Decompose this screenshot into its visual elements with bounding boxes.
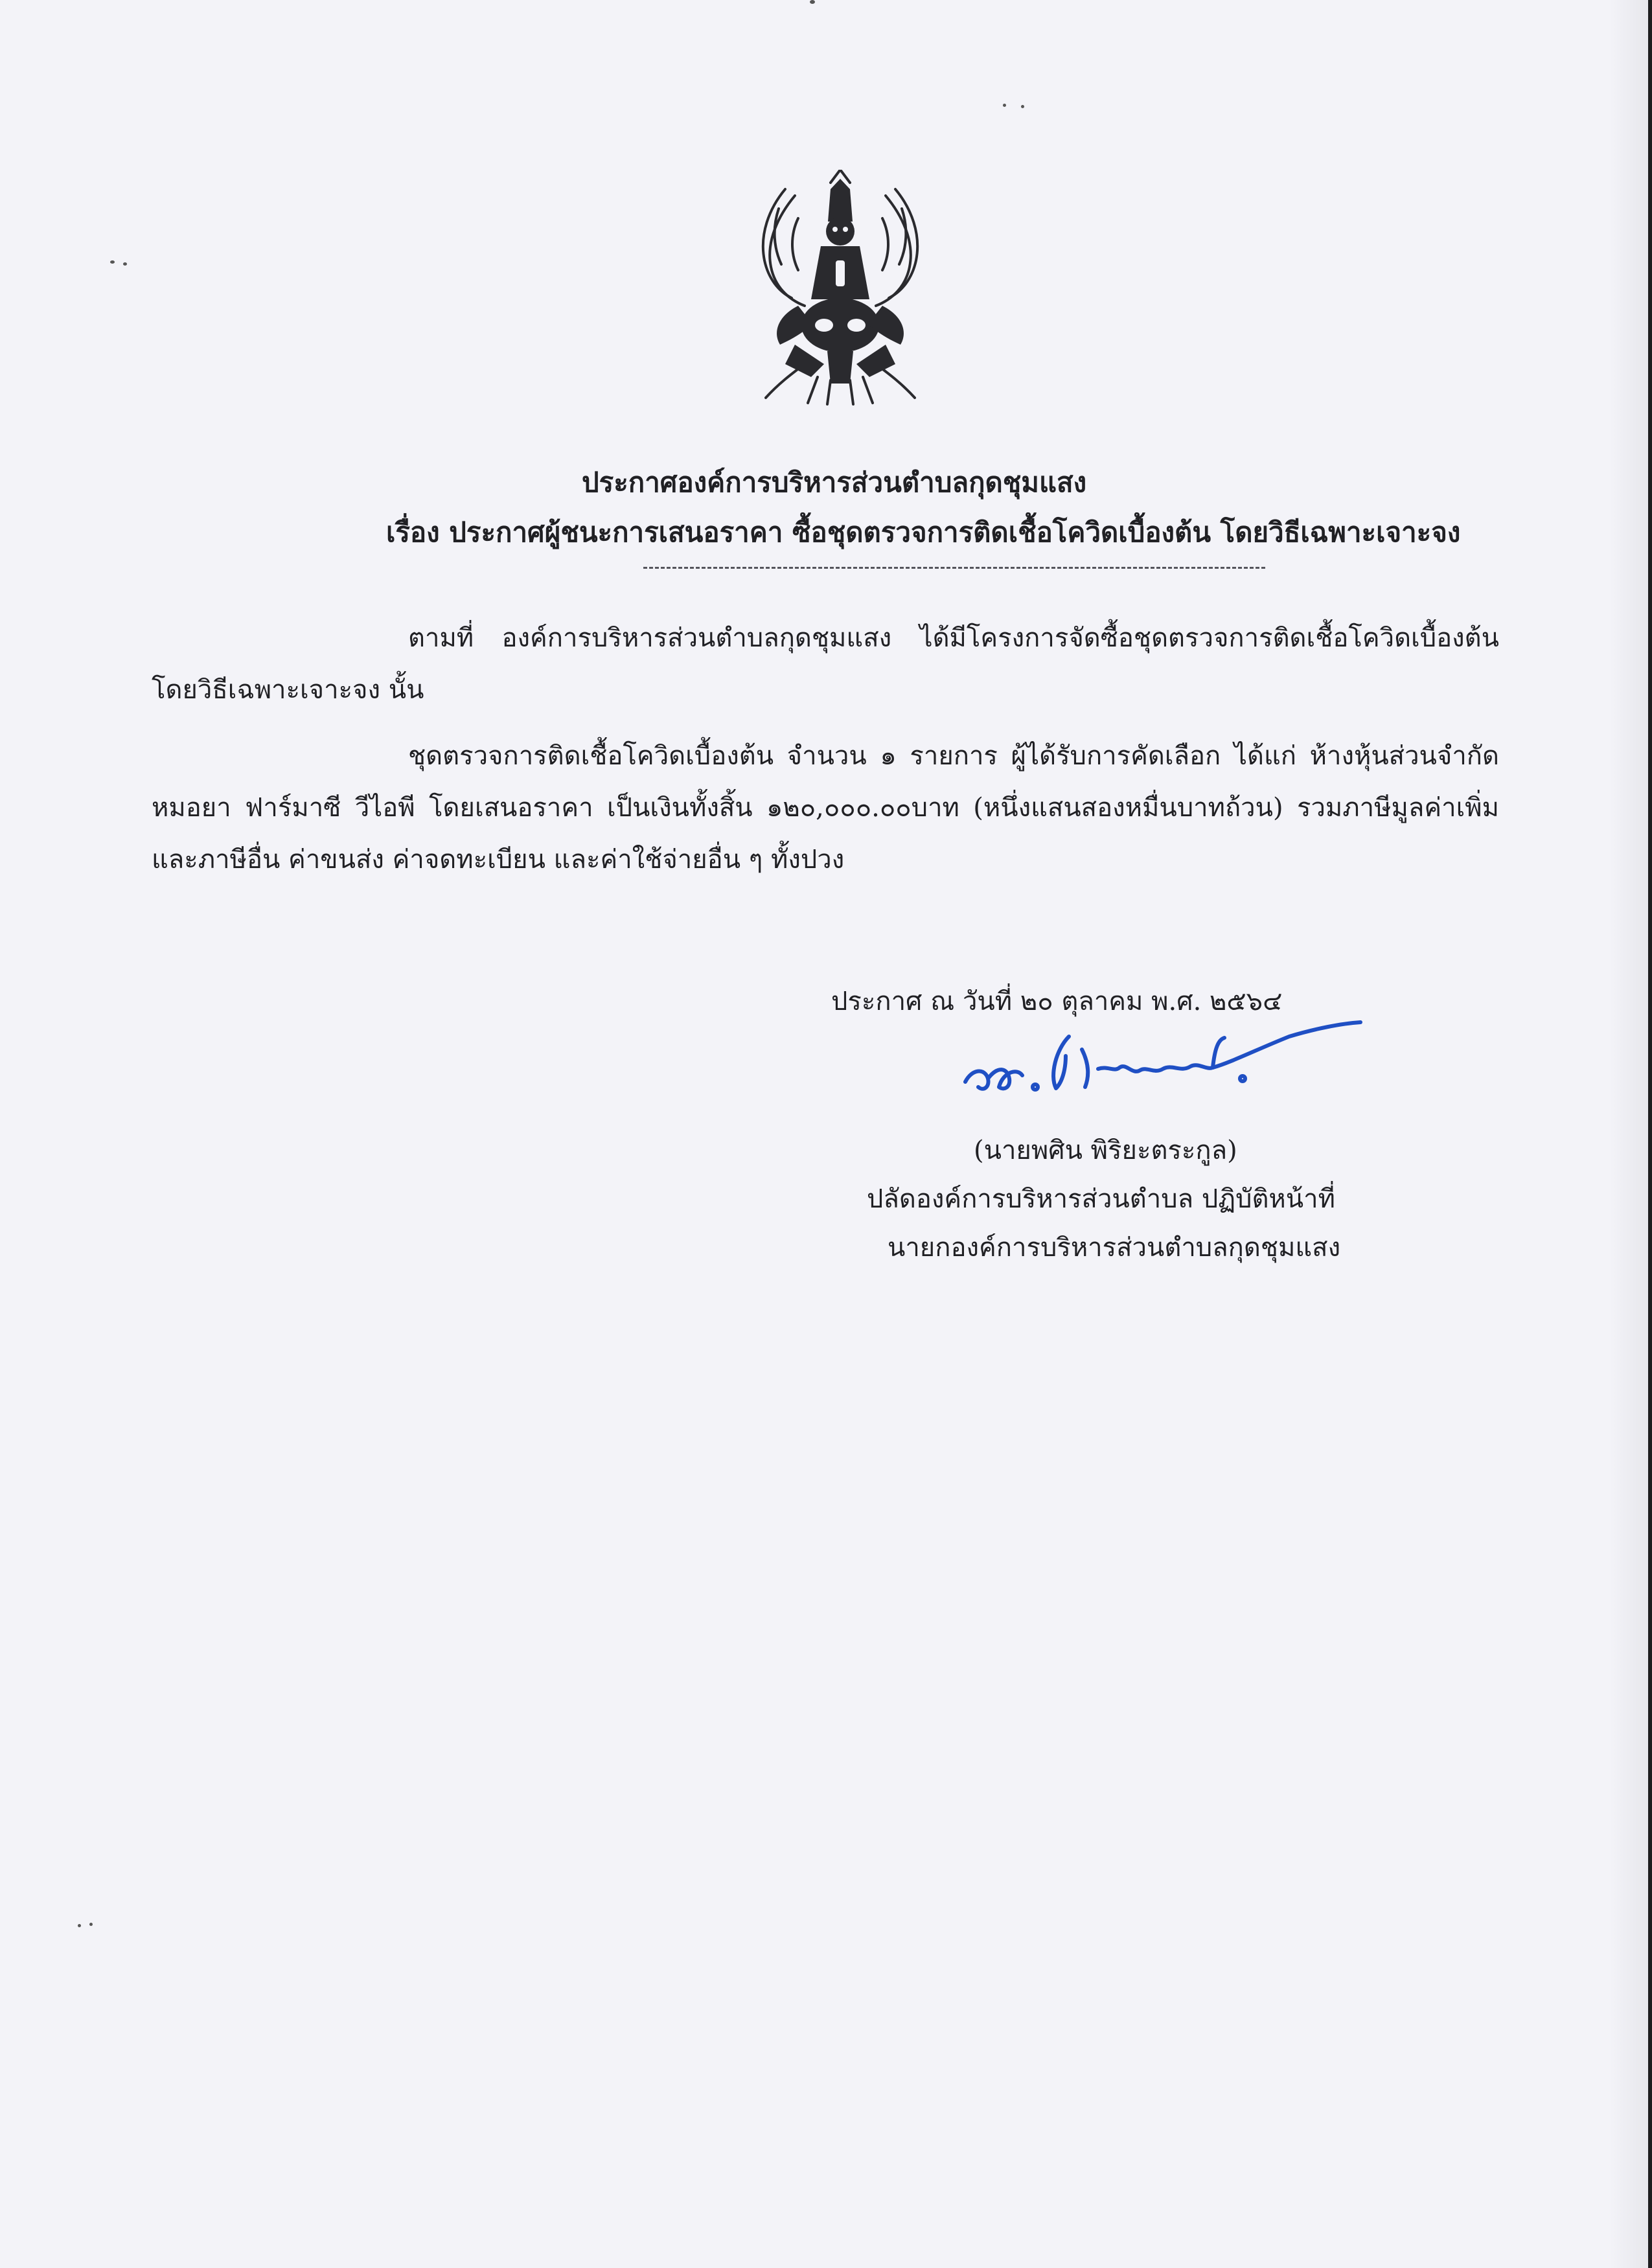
page-edge [1648, 0, 1652, 2268]
page-edge-shadow [1609, 0, 1648, 2268]
handwritten-signature [952, 1011, 1367, 1121]
announcement-subject: เรื่อง ประกาศผู้ชนะการเสนอราคา ซื้อชุดตรวจการติดเชื้อโควิดเบื้องต้น โดยวิธีเฉพาะเจาะจง [386, 516, 1461, 548]
signer-position-line-2: นายกองค์การบริหารส่วนตำบลกุดชุมแสง [888, 1233, 1341, 1263]
body-paragraph-1: ตามที่ องค์การบริหารส่วนตำบลกุดชุมแสง ได้มีโครงการจัดซื้อชุดตรวจการติดเชื้อโควิดเบื้องต้น โดยวิธีเฉพาะเจาะจง นั้น [152, 623, 1499, 705]
signer-position-line-1: ปลัดองค์การบริหารส่วนตำบล ปฏิบัติหน้าที่ [867, 1184, 1335, 1214]
scan-speck [110, 260, 115, 264]
heading-divider [643, 567, 1265, 569]
garuda-emblem-icon [733, 170, 947, 406]
scan-speck [810, 0, 815, 4]
scan-speck [123, 262, 127, 266]
announcement-title: ประกาศองค์การบริหารส่วนตำบลกุดชุมแสง [582, 466, 1087, 498]
scan-speck [89, 1923, 93, 1926]
announcement-date: ประกาศ ณ วันที่ ๒๐ ตุลาคม พ.ศ. ๒๕๖๔ [831, 987, 1283, 1016]
scan-speck [1021, 105, 1024, 108]
scan-speck [78, 1924, 81, 1927]
signer-name: (นายพศิน พิริยะตระกูล) [974, 1136, 1237, 1165]
scan-speck [1003, 104, 1006, 107]
body-paragraph-2: ชุดตรวจการติดเชื้อโควิดเบื้องต้น จำนวน ๑ รายการ ผู้ได้รับการคัดเลือก ได้แก่ ห้างหุ้นส่วนจำกัด หมอยา ฟาร์มาซี วีไอพี โดยเสนอราคา เป็นเงินทั้งสิ้น ๑๒๐,๐๐๐.๐๐บาท (หนึ่งแสนสองหมื่นบาทถ้วน) รวมภาษีมูลค่าเพิ่มและภาษีอื่น ค่าขนส่ง ค่าจดทะเบียน และค่าใช้จ่ายอื่น ๆ ทั้งปวง [152, 741, 1499, 875]
